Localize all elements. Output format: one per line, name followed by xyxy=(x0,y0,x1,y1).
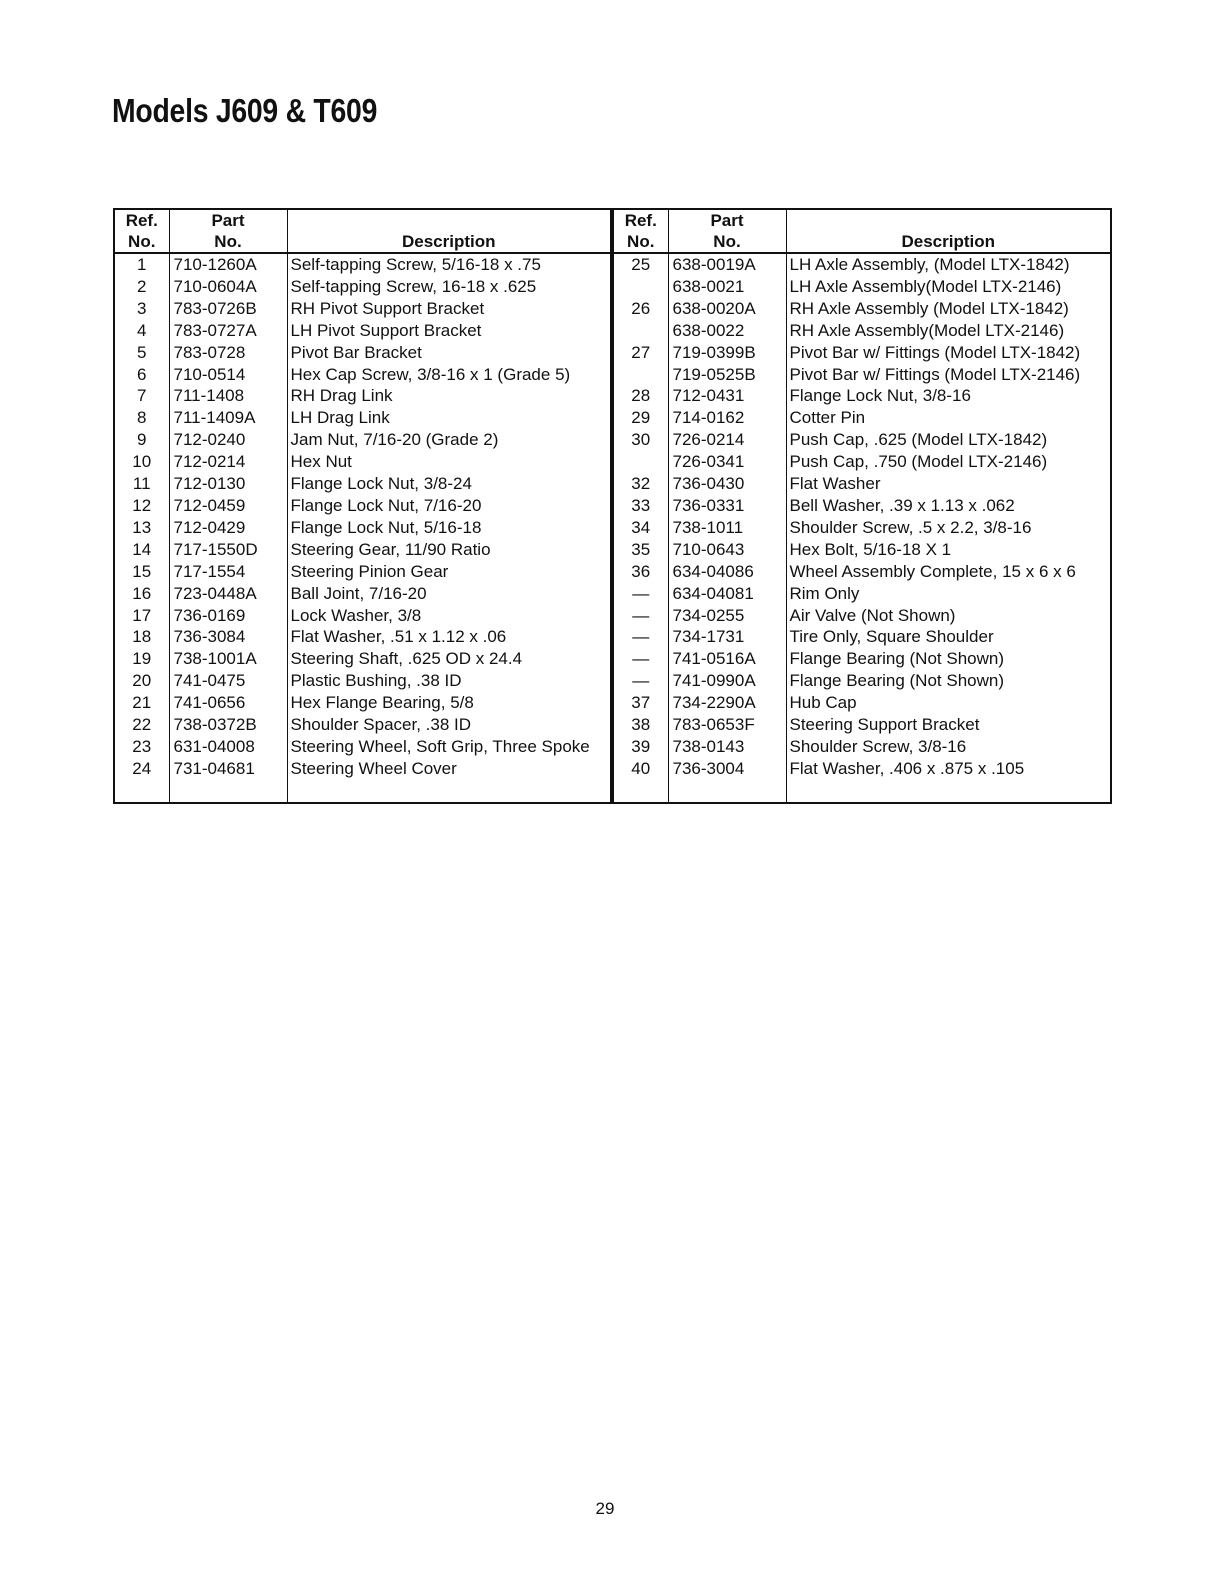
description-cell: Flange Lock Nut, 7/16-20 xyxy=(287,495,611,517)
part-number-cell: 734-1731 xyxy=(668,626,786,648)
ref-cell: 11 xyxy=(132,474,151,494)
ref-cell: 28 xyxy=(631,386,651,406)
ref-cell: 27 xyxy=(631,342,651,362)
description-cell: Self-tapping Screw, 16-18 x .625 xyxy=(287,276,611,298)
ref-cell: 15 xyxy=(132,561,152,581)
ref-header-line2: No. xyxy=(627,232,655,251)
ref-cell: 22 xyxy=(132,715,152,735)
ref-cell: 10 xyxy=(132,452,152,472)
table-row xyxy=(114,758,611,780)
table-row xyxy=(114,692,611,714)
table-row xyxy=(613,495,1111,517)
table-row xyxy=(114,517,611,539)
ref-cell: 6 xyxy=(137,364,147,384)
description-cell: Flat Washer, .51 x 1.12 x .06 xyxy=(287,626,611,648)
table-row xyxy=(114,429,611,451)
ref-cell: — xyxy=(632,605,650,625)
part-number-cell: 741-0990A xyxy=(668,670,786,692)
table-row xyxy=(114,320,611,342)
ref-cell: 40 xyxy=(631,758,651,778)
ref-cell: 23 xyxy=(132,736,152,756)
part-number-cell: 719-0399B xyxy=(668,342,786,364)
table-row xyxy=(613,364,1111,386)
part-header-line1: Part xyxy=(211,211,245,230)
description-cell: Wheel Assembly Complete, 15 x 6 x 6 xyxy=(786,561,1111,583)
table-row xyxy=(114,364,611,386)
ref-cell: 32 xyxy=(631,474,651,494)
description-cell: RH Axle Assembly (Model LTX-1842) xyxy=(786,298,1111,320)
description-cell: Pivot Bar Bracket xyxy=(287,342,611,364)
table-row xyxy=(613,736,1111,758)
description-cell: Steering Support Bracket xyxy=(786,714,1111,736)
part-number-cell: 710-1260A xyxy=(169,253,287,276)
description-cell: LH Pivot Support Bracket xyxy=(287,320,611,342)
ref-cell: 9 xyxy=(137,430,147,450)
ref-cell: 38 xyxy=(631,715,651,735)
part-number-cell: 717-1554 xyxy=(169,561,287,583)
table-row xyxy=(114,473,611,495)
part-number-cell: 634-04081 xyxy=(668,583,786,605)
ref-cell: — xyxy=(632,649,650,669)
description-cell: Bell Washer, .39 x 1.13 x .062 xyxy=(786,495,1111,517)
table-row xyxy=(114,276,611,298)
ref-cell: 4 xyxy=(137,320,147,340)
ref-header-line2: No. xyxy=(128,232,156,251)
part-number-cell: 738-0143 xyxy=(668,736,786,758)
ref-header-line1: Ref. xyxy=(125,211,158,230)
description-header: Description xyxy=(786,209,1111,253)
part-number-cell: 710-0604A xyxy=(169,276,287,298)
part-number-cell: 734-0255 xyxy=(668,605,786,627)
ref-cell: — xyxy=(632,627,650,647)
part-number-cell: 638-0021 xyxy=(668,276,786,298)
part-header-line2: No. xyxy=(214,232,242,251)
parts-table-left xyxy=(113,208,612,804)
ref-cell xyxy=(613,451,668,473)
table-filler-row xyxy=(613,780,1111,803)
ref-cell: 5 xyxy=(137,342,147,362)
table-row xyxy=(613,429,1111,451)
part-number-cell: 741-0656 xyxy=(169,692,287,714)
ref-cell: 30 xyxy=(631,430,651,450)
part-number-cell: 712-0459 xyxy=(169,495,287,517)
table-row xyxy=(613,561,1111,583)
ref-cell: 29 xyxy=(631,408,651,428)
part-number-cell: 736-0169 xyxy=(169,605,287,627)
part-header-line2: No. xyxy=(713,232,741,251)
table-row xyxy=(114,385,611,407)
description-cell: Flange Lock Nut, 3/8-24 xyxy=(287,473,611,495)
table-row xyxy=(613,670,1111,692)
ref-cell: 7 xyxy=(137,386,147,406)
part-number-cell: 712-0240 xyxy=(169,429,287,451)
table-row xyxy=(114,714,611,736)
part-no-header xyxy=(169,209,287,253)
description-cell: LH Axle Assembly, (Model LTX-1842) xyxy=(786,253,1111,276)
description-cell: Rim Only xyxy=(786,583,1111,605)
table-header-row xyxy=(114,209,611,253)
table-row xyxy=(613,253,1111,276)
ref-cell: 35 xyxy=(631,539,651,559)
part-number-cell: 783-0726B xyxy=(169,298,287,320)
part-number-cell: 736-3004 xyxy=(668,758,786,780)
page-number: 29 xyxy=(595,1499,615,1518)
table-row xyxy=(613,407,1111,429)
description-cell: Steering Wheel Cover xyxy=(287,758,611,780)
table-row xyxy=(613,605,1111,627)
description-cell: Pivot Bar w/ Fittings (Model LTX-2146) xyxy=(786,364,1111,386)
part-number-cell: 783-0727A xyxy=(169,320,287,342)
ref-cell: 24 xyxy=(132,758,152,778)
ref-cell: 33 xyxy=(631,495,651,515)
description-cell: Ball Joint, 7/16-20 xyxy=(287,583,611,605)
table-row xyxy=(613,692,1111,714)
parts-rows-right xyxy=(613,253,1111,803)
table-row xyxy=(114,407,611,429)
part-number-cell: 741-0475 xyxy=(169,670,287,692)
part-number-cell: 719-0525B xyxy=(668,364,786,386)
table-row xyxy=(613,385,1111,407)
part-number-cell: 711-1409A xyxy=(169,407,287,429)
empty-cell xyxy=(668,780,786,803)
ref-cell: 26 xyxy=(631,298,651,318)
description-cell: Push Cap, .625 (Model LTX-1842) xyxy=(786,429,1111,451)
table-row xyxy=(114,451,611,473)
description-cell: Flange Lock Nut, 3/8-16 xyxy=(786,385,1111,407)
ref-cell: 39 xyxy=(631,736,651,756)
part-number-cell: 726-0341 xyxy=(668,451,786,473)
ref-cell xyxy=(613,276,668,298)
part-number-cell: 714-0162 xyxy=(668,407,786,429)
description-cell: Flat Washer, .406 x .875 x .105 xyxy=(786,758,1111,780)
ref-no-header xyxy=(114,209,169,253)
table-row xyxy=(114,648,611,670)
ref-cell: 25 xyxy=(631,255,651,274)
part-number-cell: 736-3084 xyxy=(169,626,287,648)
part-number-cell: 710-0643 xyxy=(668,539,786,561)
description-cell: RH Pivot Support Bracket xyxy=(287,298,611,320)
description-cell: Flat Washer xyxy=(786,473,1111,495)
table-row xyxy=(613,320,1111,342)
part-number-cell: 738-0372B xyxy=(169,714,287,736)
empty-cell xyxy=(786,780,1111,803)
ref-cell: 14 xyxy=(132,539,152,559)
part-number-cell: 638-0020A xyxy=(668,298,786,320)
table-row xyxy=(613,473,1111,495)
part-number-cell: 712-0214 xyxy=(169,451,287,473)
table-row xyxy=(114,253,611,276)
table-row xyxy=(114,342,611,364)
table-row xyxy=(613,517,1111,539)
part-number-cell: 631-04008 xyxy=(169,736,287,758)
part-number-cell: 738-1001A xyxy=(169,648,287,670)
ref-cell: 1 xyxy=(137,255,147,274)
description-cell: LH Axle Assembly(Model LTX-2146) xyxy=(786,276,1111,298)
table-row xyxy=(613,539,1111,561)
table-filler-row xyxy=(114,780,611,803)
description-cell: Flange Bearing (Not Shown) xyxy=(786,670,1111,692)
description-cell: Jam Nut, 7/16-20 (Grade 2) xyxy=(287,429,611,451)
part-number-cell: 638-0019A xyxy=(668,253,786,276)
ref-cell: 12 xyxy=(132,495,152,515)
ref-cell: 20 xyxy=(132,671,152,691)
part-number-cell: 634-04086 xyxy=(668,561,786,583)
part-number-cell: 738-1011 xyxy=(668,517,786,539)
parts-table-right xyxy=(612,208,1112,804)
ref-cell: 21 xyxy=(132,693,152,713)
description-cell: Push Cap, .750 (Model LTX-2146) xyxy=(786,451,1111,473)
table-row xyxy=(114,670,611,692)
description-cell: Flange Bearing (Not Shown) xyxy=(786,648,1111,670)
part-number-cell: 741-0516A xyxy=(668,648,786,670)
table-row xyxy=(114,583,611,605)
empty-cell xyxy=(114,780,169,803)
description-cell: Flange Lock Nut, 5/16-18 xyxy=(287,517,611,539)
page-title: Models J609 & T609 xyxy=(112,92,378,129)
part-number-cell: 783-0653F xyxy=(668,714,786,736)
ref-cell: — xyxy=(632,583,650,603)
description-cell: Hex Nut xyxy=(287,451,611,473)
ref-cell: 18 xyxy=(132,627,152,647)
part-number-cell: 726-0214 xyxy=(668,429,786,451)
table-row xyxy=(114,495,611,517)
description-cell: Steering Gear, 11/90 Ratio xyxy=(287,539,611,561)
table-row xyxy=(613,714,1111,736)
description-cell: Air Valve (Not Shown) xyxy=(786,605,1111,627)
description-cell: Cotter Pin xyxy=(786,407,1111,429)
ref-cell: — xyxy=(632,671,650,691)
ref-cell: 17 xyxy=(132,605,152,625)
part-number-cell: 638-0022 xyxy=(668,320,786,342)
description-cell: Shoulder Screw, 3/8-16 xyxy=(786,736,1111,758)
description-cell: Lock Washer, 3/8 xyxy=(287,605,611,627)
table-row xyxy=(114,561,611,583)
part-number-cell: 736-0430 xyxy=(668,473,786,495)
parts-rows-left xyxy=(114,253,611,803)
part-number-cell: 712-0431 xyxy=(668,385,786,407)
ref-cell xyxy=(613,364,668,386)
part-number-cell: 734-2290A xyxy=(668,692,786,714)
table-row xyxy=(613,276,1111,298)
ref-cell: 3 xyxy=(137,298,147,318)
empty-cell xyxy=(169,780,287,803)
description-cell: LH Drag Link xyxy=(287,407,611,429)
table-row xyxy=(114,298,611,320)
ref-cell: 34 xyxy=(631,517,651,537)
table-row xyxy=(114,736,611,758)
table-row xyxy=(613,451,1111,473)
ref-cell: 13 xyxy=(132,517,152,537)
table-row xyxy=(114,626,611,648)
description-cell: Steering Pinion Gear xyxy=(287,561,611,583)
description-cell: Plastic Bushing, .38 ID xyxy=(287,670,611,692)
empty-cell xyxy=(613,780,668,803)
part-number-cell: 712-0429 xyxy=(169,517,287,539)
part-number-cell: 711-1408 xyxy=(169,385,287,407)
empty-cell xyxy=(287,780,611,803)
part-number-cell: 712-0130 xyxy=(169,473,287,495)
ref-cell: 37 xyxy=(631,693,651,713)
ref-cell: 8 xyxy=(137,408,147,428)
description-cell: Hex Bolt, 5/16-18 X 1 xyxy=(786,539,1111,561)
ref-no-header xyxy=(613,209,668,253)
description-cell: Hex Flange Bearing, 5/8 xyxy=(287,692,611,714)
description-cell: Hub Cap xyxy=(786,692,1111,714)
ref-cell: 2 xyxy=(137,276,147,296)
table-row xyxy=(613,626,1111,648)
table-row xyxy=(613,342,1111,364)
ref-cell xyxy=(613,320,668,342)
part-number-cell: 731-04681 xyxy=(169,758,287,780)
table-row xyxy=(114,605,611,627)
description-cell: RH Axle Assembly(Model LTX-2146) xyxy=(786,320,1111,342)
description-cell: Self-tapping Screw, 5/16-18 x .75 xyxy=(287,253,611,276)
part-number-cell: 723-0448A xyxy=(169,583,287,605)
description-cell: Steering Wheel, Soft Grip, Three Spoke xyxy=(287,736,611,758)
table-row xyxy=(613,758,1111,780)
description-header: Description xyxy=(287,209,611,253)
description-cell: Hex Cap Screw, 3/8-16 x 1 (Grade 5) xyxy=(287,364,611,386)
table-row xyxy=(114,539,611,561)
table-row xyxy=(613,583,1111,605)
part-number-cell: 736-0331 xyxy=(668,495,786,517)
part-header-line1: Part xyxy=(710,211,744,230)
description-cell: Tire Only, Square Shoulder xyxy=(786,626,1111,648)
part-no-header xyxy=(668,209,786,253)
description-cell: Shoulder Screw, .5 x 2.2, 3/8-16 xyxy=(786,517,1111,539)
description-cell: Shoulder Spacer, .38 ID xyxy=(287,714,611,736)
ref-cell: 16 xyxy=(132,583,152,603)
table-header-row xyxy=(613,209,1111,253)
ref-cell: 19 xyxy=(132,649,152,669)
table-row xyxy=(613,648,1111,670)
part-number-cell: 717-1550D xyxy=(169,539,287,561)
part-number-cell: 710-0514 xyxy=(169,364,287,386)
part-number-cell: 783-0728 xyxy=(169,342,287,364)
description-cell: Steering Shaft, .625 OD x 24.4 xyxy=(287,648,611,670)
description-cell: RH Drag Link xyxy=(287,385,611,407)
ref-cell: 36 xyxy=(631,561,651,581)
description-cell: Pivot Bar w/ Fittings (Model LTX-1842) xyxy=(786,342,1111,364)
table-row xyxy=(613,298,1111,320)
ref-header-line1: Ref. xyxy=(624,211,657,230)
